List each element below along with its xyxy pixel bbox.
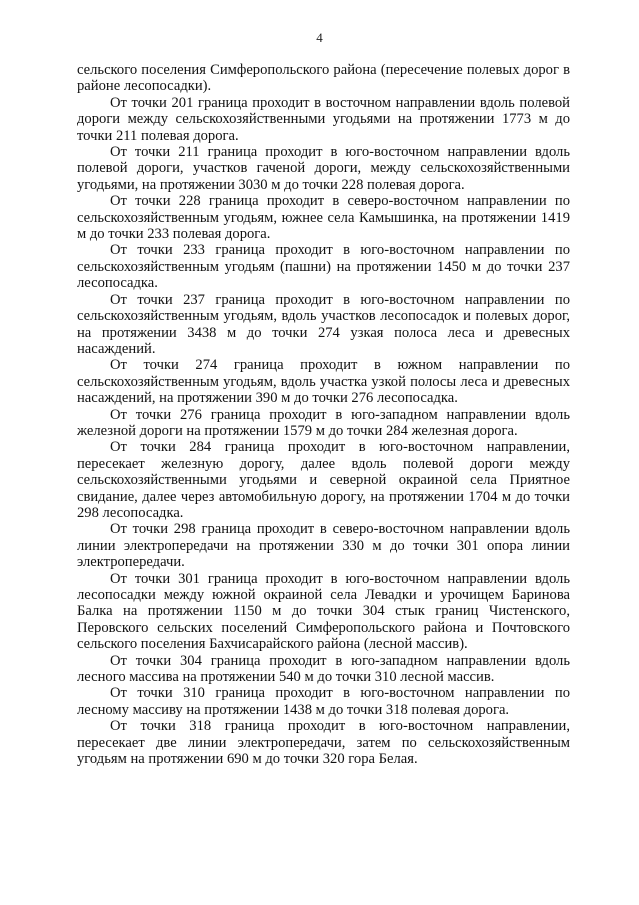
paragraph-point-304: От точки 304 граница проходит в юго-западном направлении вдоль лесного массива на протяжении 540 м до точки 310 лесной массив. [77,652,570,686]
paragraph-point-233: От точки 233 граница проходит в юго-восточном направлении по сельскохозяйственным угодьям (пашни) на протяжении 1450 м до точки 237 лесопосадка. [77,242,570,292]
paragraph-point-237: От точки 237 граница проходит в юго-восточном направлении по сельскохозяйственным угодьям, вдоль участков лесопосадок и полевых дорог, на протяжении 3438 м до точки 274 узкая полоса леса и древесных насаждений. [77,291,570,357]
paragraph-point-284: От точки 284 граница проходит в юго-восточном направлении, пересекает железную дорогу, далее вдоль полевой дороги между сельскохозяйственными угодьями и северной окраиной села Приятное свидание, далее через автомобильную дорогу, на протяжении 1704 м до точки 298 лесопосадка. [77,439,570,521]
paragraph-continuation: сельского поселения Симферопольского района (пересечение полевых дорог в районе лесопосадки). [77,62,570,95]
paragraph-point-318: От точки 318 граница проходит в юго-восточном направлении, пересекает две линии электропередачи, затем по сельскохозяйственным угодьям на протяжении 690 м до точки 320 гора Белая. [77,718,570,768]
paragraph-point-310: От точки 310 граница проходит в юго-восточном направлении по лесному массиву на протяжении 1438 м до точки 318 полевая дорога. [77,685,570,718]
paragraph-point-274: От точки 274 граница проходит в южном направлении по сельскохозяйственным угодьям, вдоль участка узкой полосы леса и древесных насаждений, на протяжении 390 м до точки 276 лесопосадка. [77,357,570,407]
paragraph-point-201: От точки 201 граница проходит в восточном направлении вдоль полевой дороги между сельскохозяйственными угодьями на протяжении 1773 м до точки 211 полевая дорога. [77,94,570,144]
document-body [77,62,570,767]
paragraph-point-211: От точки 211 граница проходит в юго-восточном направлении вдоль полевой дороги, участков гаченой дороги, между сельскохозяйственными угодьями, на протяжении 3030 м до точки 228 полевая дорога. [77,144,570,193]
paragraph-point-298: От точки 298 граница проходит в северо-восточном направлении вдоль линии электропередачи на протяжении 330 м до точки 301 опора линии электропередачи. [77,521,570,571]
paragraph-point-276: От точки 276 граница проходит в юго-западном направлении вдоль железной дороги на протяжении 1579 м до точки 284 железная дорога. [77,406,570,439]
paragraph-point-301: От точки 301 граница проходит в юго-восточном направлении вдоль лесопосадки между южной окраиной села Левадки и урочищем Баринова Балка на протяжении 1150 м до точки 304 стык границ Чистенского, Перовского сельских поселений Симферопольского района и Почтовского сельского поселения Бахчисарайского района (лесной массив). [77,570,570,653]
page-number: 4 [316,30,323,45]
paragraph-point-228: От точки 228 граница проходит в северо-восточном направлении по сельскохозяйственным угодьям, южнее села Камышинка, на протяжении 1419 м до точки 233 полевая дорога. [77,193,570,243]
